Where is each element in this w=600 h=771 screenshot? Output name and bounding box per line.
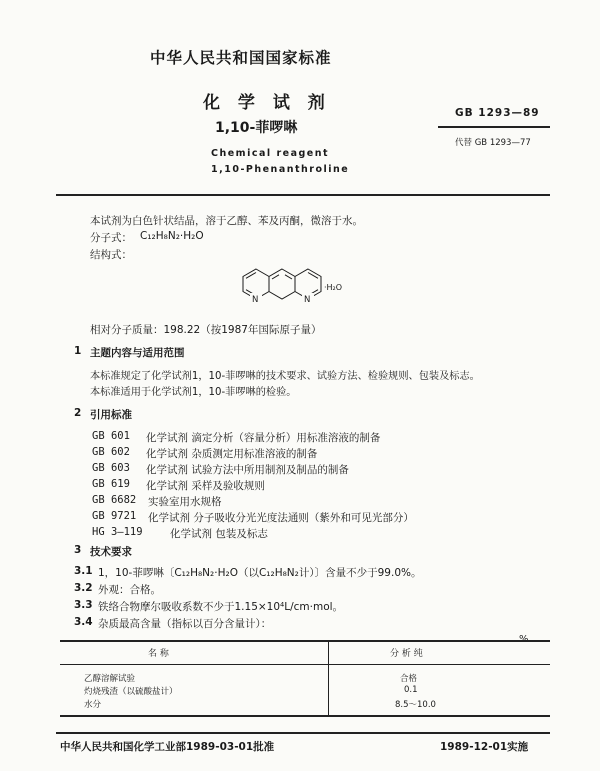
ref-code: GB 602 <box>92 446 130 458</box>
item-number: 3.1 <box>74 565 93 577</box>
ref-code: HG 3—119 <box>92 526 143 538</box>
table-header-rule <box>60 664 550 665</box>
ref-title: 化学试剂 包装及标志 <box>170 528 268 540</box>
ring-center <box>269 269 295 299</box>
table-cell-value: 合格 <box>400 674 418 684</box>
ref-title: 化学试剂 分子吸收分光光度法通则（紫外和可见光部分） <box>148 512 414 524</box>
header-divider <box>56 194 550 196</box>
section3-title: 技术要求 <box>90 546 132 558</box>
ref-title: 化学试剂 杂质测定用标准溶液的制备 <box>146 448 318 460</box>
table-top-rule <box>60 640 550 642</box>
section2-title: 引用标准 <box>90 409 132 421</box>
molecular-weight: 相对分子质量：198.22（按1987年国际原子量） <box>90 324 322 336</box>
item-number: 3.4 <box>74 616 93 628</box>
section2-number: 2 <box>74 407 82 419</box>
ref-code: GB 619 <box>92 478 130 490</box>
replaces-note: 代替 GB 1293—77 <box>455 138 531 148</box>
doc-title: 化 学 试 剂 <box>203 93 331 113</box>
table-cell-value: 8.5～10.0 <box>395 700 436 710</box>
ref-title: 化学试剂 采样及验收规则 <box>146 480 265 492</box>
water-label: ·H₂O <box>324 283 343 292</box>
description: 本试剂为白色针状结晶，溶于乙醇、苯及丙酮，微溶于水。 <box>90 215 363 227</box>
ref-title: 实验室用水规格 <box>148 496 222 508</box>
item-text: 外观：合格。 <box>98 584 161 596</box>
item-number: 3.2 <box>74 582 93 594</box>
structure-diagram <box>230 252 360 312</box>
approval-note: 中华人民共和国化学工业部1989-03-01批准 <box>60 741 275 753</box>
table-header-name: 名 称 <box>148 649 169 659</box>
item-text: 1，10-菲啰啉〔C₁₂H₈N₂·H₂O（以C₁₂H₈N₂计）〕含量不少于99.0%。 <box>98 567 422 579</box>
item-text: 杂质最高含量（指标以百分含量计）： <box>98 618 272 630</box>
english-title: Chemical reagent <box>211 148 330 159</box>
ref-code: GB 9721 <box>92 510 137 522</box>
ref-code: GB 603 <box>92 462 130 474</box>
table-cell-name: 乙醇溶解试验 <box>84 674 136 684</box>
section1-title: 主题内容与适用范围 <box>90 347 185 359</box>
doc-subtitle: 1,10-菲啰啉 <box>215 120 298 136</box>
formula-label: 分子式： <box>90 232 132 244</box>
table-cell-name: 灼烧残渣（以硫酸盐计） <box>84 687 178 697</box>
structure-label: 结构式： <box>90 249 132 261</box>
english-subtitle: 1,10-Phenanthroline <box>211 164 350 175</box>
std-code-rule <box>438 126 550 128</box>
table-cell-value: 0.1 <box>404 685 418 695</box>
item-number: 3.3 <box>74 599 93 611</box>
footer-rule <box>56 732 550 734</box>
section1-line: 本标准适用于化学试剂1，10-菲啰啉的检验。 <box>90 387 297 398</box>
table-column-divider <box>328 641 329 715</box>
ref-code: GB 601 <box>92 430 130 442</box>
section1-number: 1 <box>74 345 82 357</box>
nitrogen-left: N <box>252 295 259 305</box>
nitrogen-right: N <box>304 295 311 305</box>
section1-line: 本标准规定了化学试剂1，10-菲啰啉的技术要求、试验方法、检验规则、包装及标志。 <box>90 371 480 382</box>
formula: C₁₂H₈N₂·H₂O <box>140 230 204 242</box>
section3-number: 3 <box>74 544 82 556</box>
ref-title: 化学试剂 试验方法中所用制剂及制品的制备 <box>146 464 349 476</box>
org-title: 中华人民共和国国家标准 <box>150 49 332 67</box>
table-cell-name: 水分 <box>84 700 102 710</box>
table-header-grade: 分 析 纯 <box>390 649 423 659</box>
table-bottom-rule <box>60 715 550 717</box>
ref-title: 化学试剂 滴定分析（容量分析）用标准溶液的制备 <box>146 432 381 444</box>
item-text: 铁络合物摩尔吸收系数不少于1.15×10⁴L/cm·mol。 <box>98 601 344 613</box>
effective-date: 1989-12-01实施 <box>440 741 529 753</box>
ref-code: GB 6682 <box>92 494 137 506</box>
std-code: GB 1293—89 <box>455 107 540 119</box>
